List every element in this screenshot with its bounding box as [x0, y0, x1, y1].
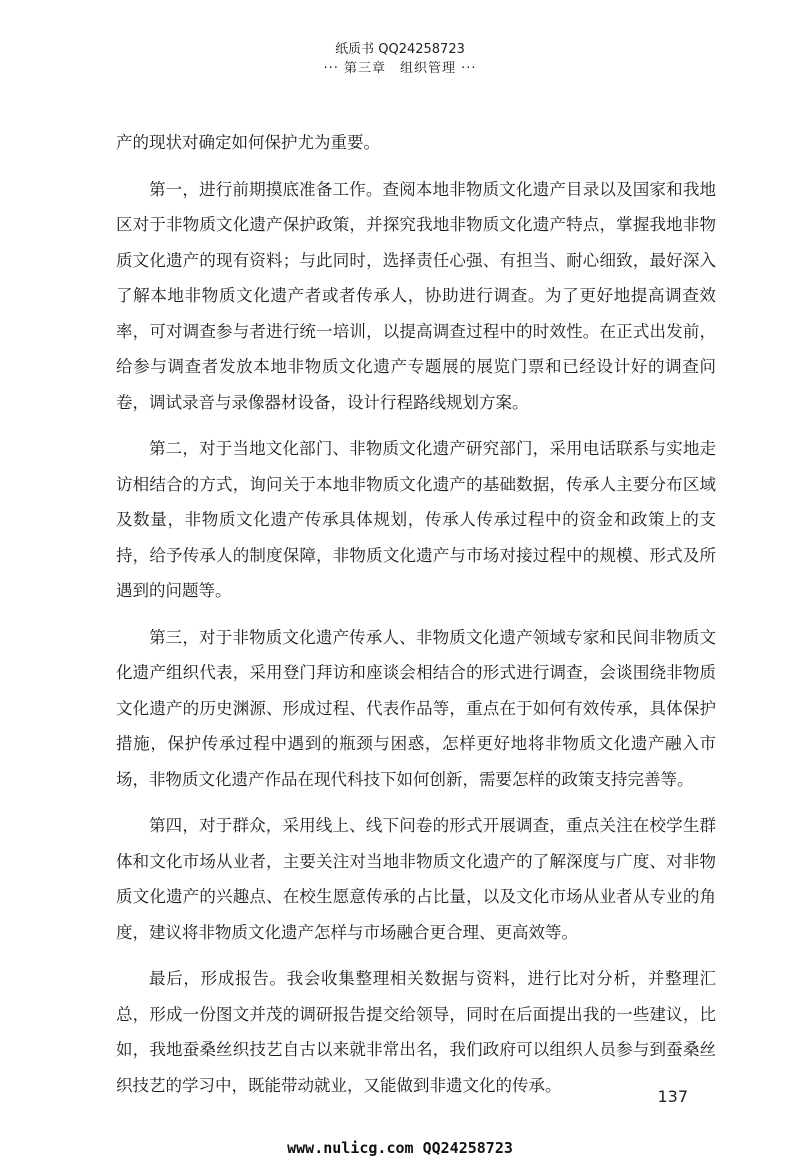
paragraph-final-step: 最后，形成报告。我会收集整理相关数据与资料，进行比对分析，并整理汇总，形成一份图文并茂的调研报告提交给领导，同时在后面提出我的一些建议，比如，我地蚕桑丝织技艺自古以来就非常出名，我们政府可以组织人员参与到蚕桑丝织技艺的学习中，既能带动就业，又能做到非遗文化的传承。 — [116, 969, 716, 1095]
page-number: 137 — [657, 1087, 688, 1106]
chapter-header: ··· 第三章 组织管理 ··· — [323, 61, 477, 76]
watermark-bottom: www.nulicg.com QQ24258723 — [287, 1139, 513, 1157]
paragraph-continuation: 产的现状对确定如何保护尤为重要。 — [116, 133, 380, 152]
paragraph-second-step: 第二，对于当地文化部门、非物质文化遗产研究部门，采用电话联系与实地走访相结合的方式，询问关于本地非物质文化遗产的基础数据，传承人主要分布区域及数量，非物质文化遗产传承具体规划，传承人传承过程中的资金和政策上的支持，给予传承人的制度保障，非物质文化遗产与市场对接过程中的规模、形式及所遇到的问题等。 — [116, 439, 716, 600]
paragraph-first-step: 第一，进行前期摸底准备工作。查阅本地非物质文化遗产目录以及国家和我地区对于非物质文化遗产保护政策，并探究我地非物质文化遗产特点，掌握我地非物质文化遗产的现有资料；与此同时，选择责任心强、有担当、耐心细致，最好深入了解本地非物质文化遗产者或者传承人，协助进行调查。为了更好地提高调查效率，可对调查参与者进行统一培训，以提高调查过程中的时效性。在正式出发前，给参与调查者发放本地非物质文化遗产专题展的展览门票和已经设计好的调查问卷，调试录音与录像器材设备，设计行程路线规划方案。 — [116, 179, 716, 412]
paragraph-third-step: 第三，对于非物质文化遗产传承人、非物质文化遗产领域专家和民间非物质文化遗产组织代表，采用登门拜访和座谈会相结合的形式进行调查，会谈围绕非物质文化遗产的历史渊源、形成过程、代表作品等，重点在于如何有效传承，具体保护措施，保护传承过程中遇到的瓶颈与困惑，怎样更好地将非物质文化遗产融入市场，非物质文化遗产作品在现代科技下如何创新，需要怎样的政策支持完善等。 — [116, 627, 716, 789]
body-text — [116, 125, 716, 1114]
paragraph-fourth-step: 第四，对于群众，采用线上、线下问卷的形式开展调查，重点关注在校学生群体和文化市场从业者，主要关注对当地非物质文化遗产的了解深度与广度、对非物质文化遗产的兴趣点、在校生愿意传承的占比量，以及文化市场从业者从专业的角度，建议将非物质文化遗产怎样与市场融合更合理、更高效等。 — [116, 816, 716, 942]
watermark-top: 纸质书 QQ24258723 — [335, 42, 465, 57]
